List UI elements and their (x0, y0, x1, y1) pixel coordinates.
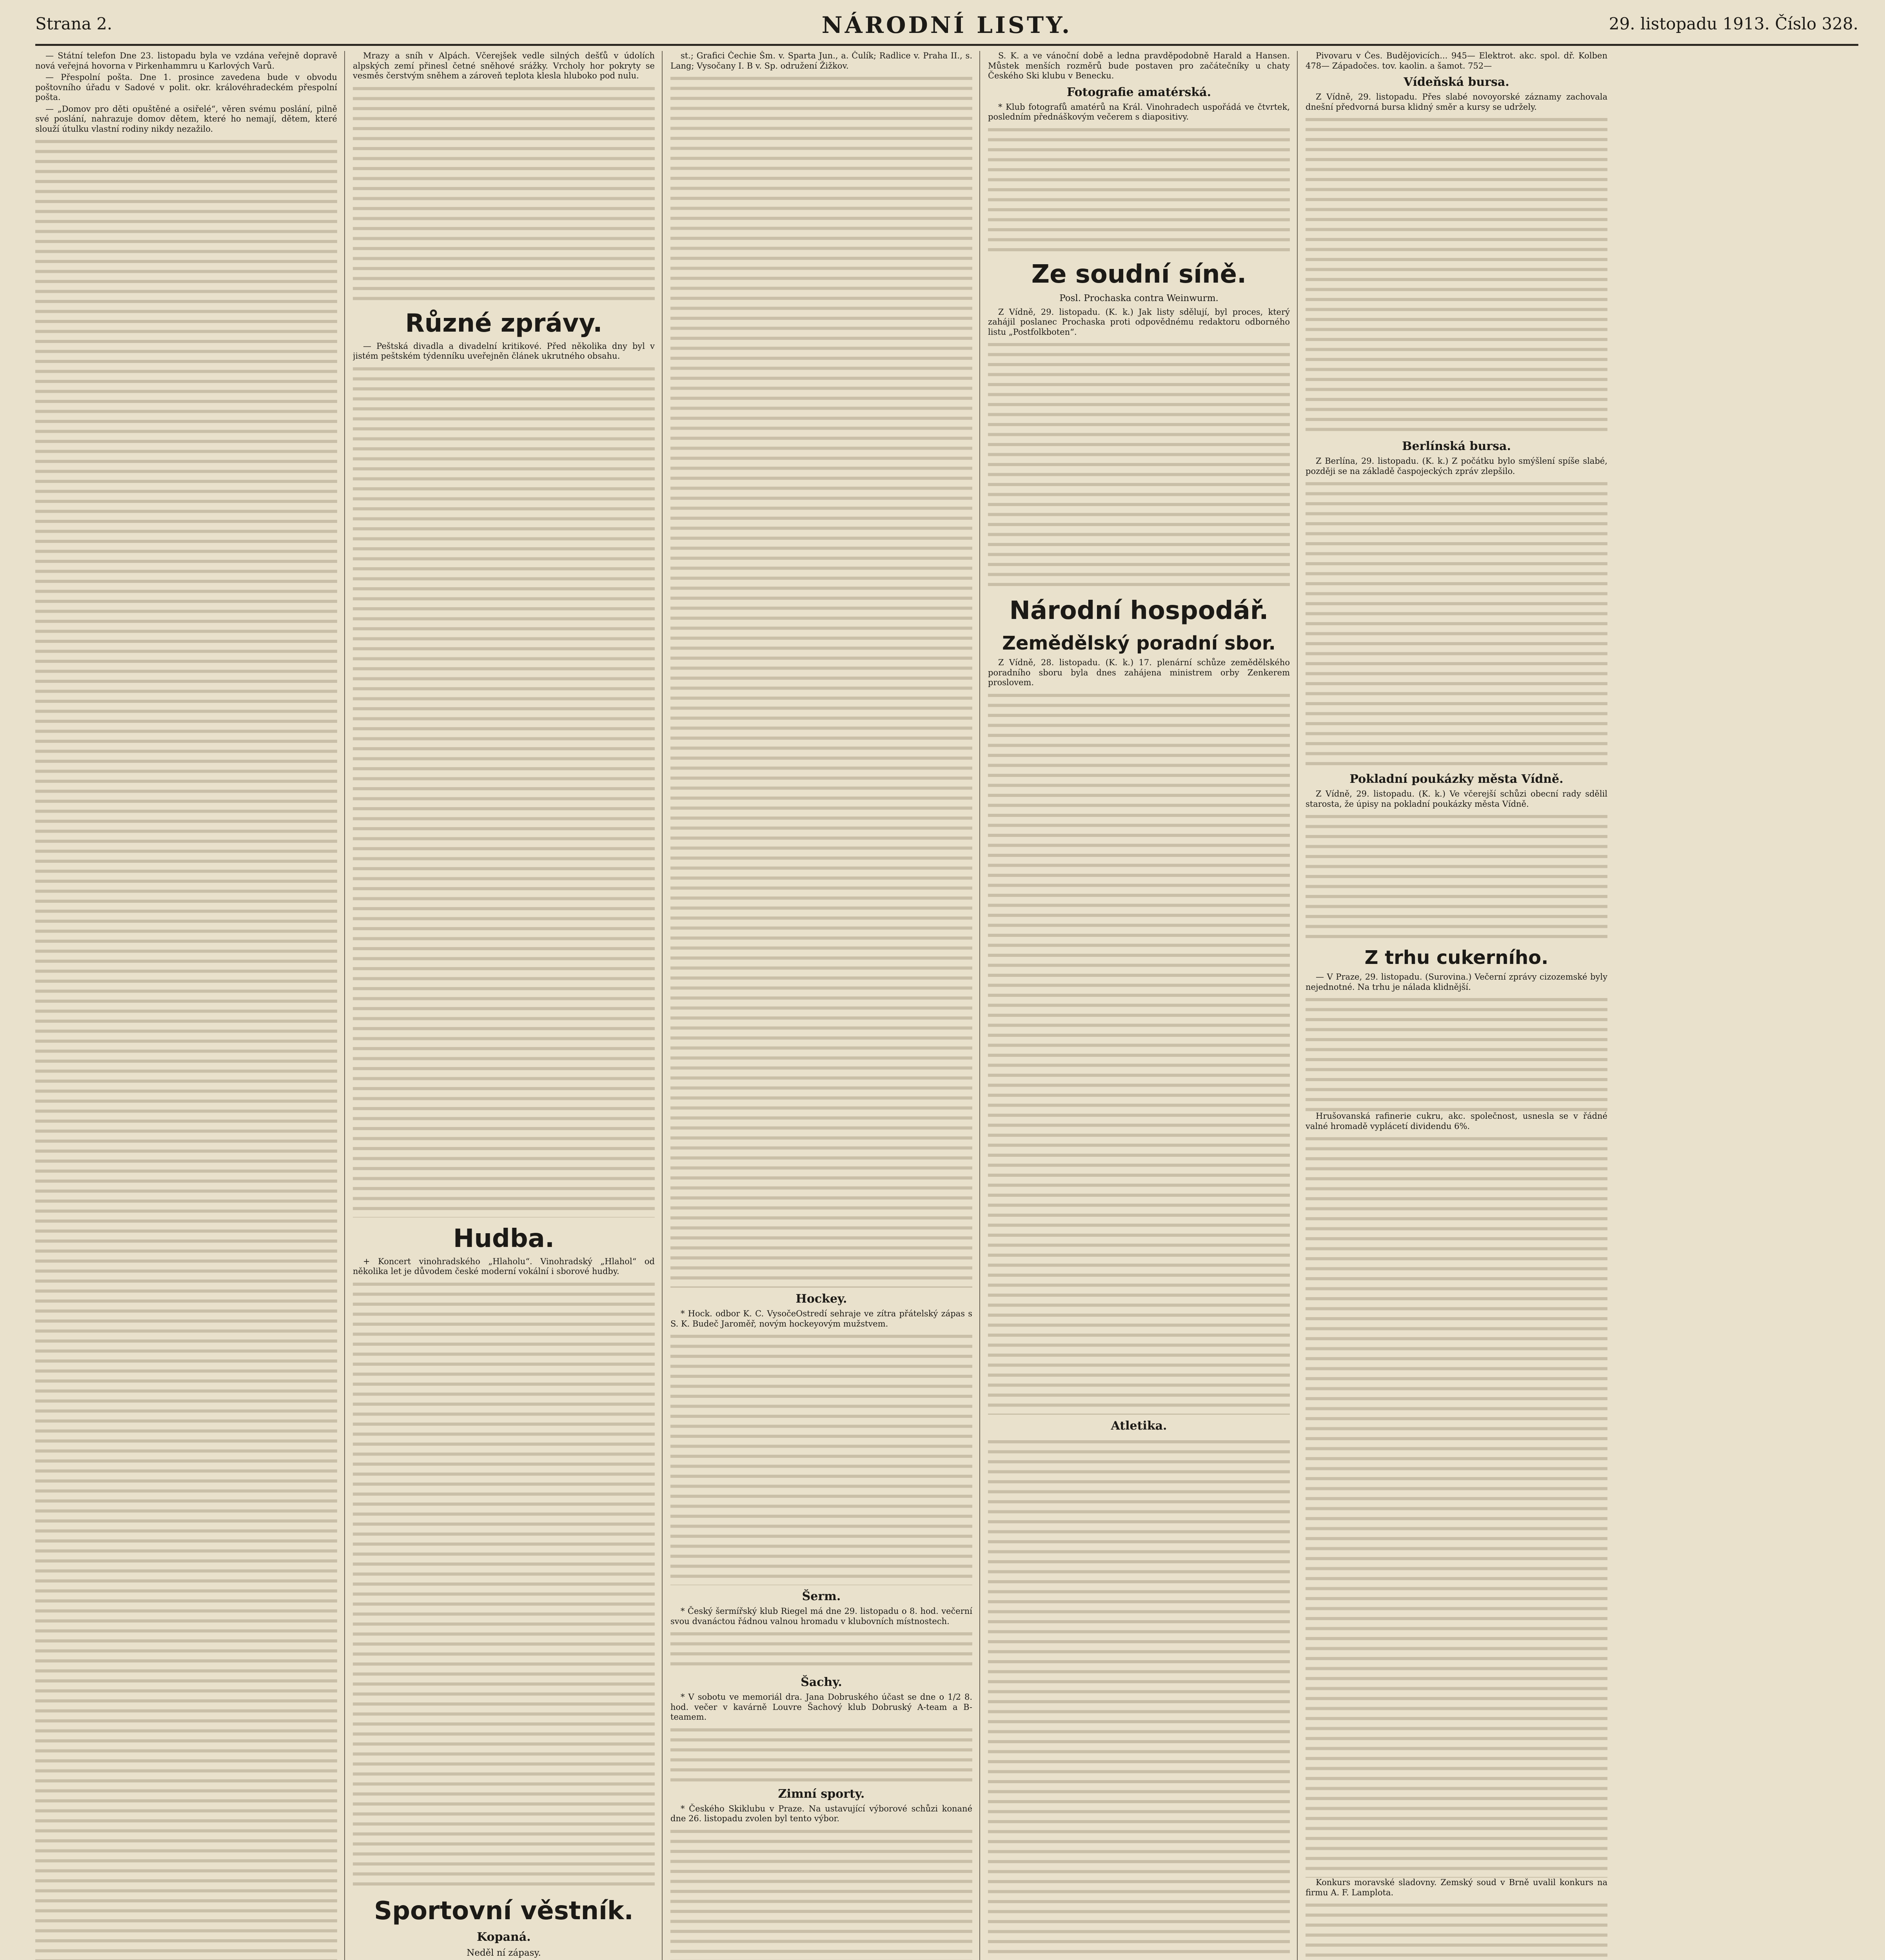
article-ski-jump: S. K. a ve vánoční době a ledna pravděpodobně Harald a Hansen. Můstek menších rozměrů bude postaven pro začátečníky u chaty Českého Ski klubu v Benecku. (988, 51, 1290, 80)
column-2-body-c (353, 1278, 655, 1890)
column-separator (979, 51, 980, 1960)
column-3-body-c (670, 1628, 972, 1671)
column-4-body-a (988, 124, 1290, 253)
subheading-berlin-bursa: Berlínská bursa. (1402, 439, 1511, 453)
article-domov: — „Domov pro děti opuštěné a osiřelé“, věren svému poslání, pilně své poslání, nahrazuje domov dětem, které ho nemají, dětem, které slouží útulku vlastní rodiny nikdy nezažilo. (35, 104, 337, 134)
article-telephone: — Státní telefon Dne 23. listopadu byla ve vzdána veřejně dopravě nová veřejná hovorna v Pirkenhammru u Karlových Varů. (35, 51, 337, 71)
column-3 (670, 51, 972, 1960)
article-chess: * V sobotu ve memoriál dra. Jana Dobruského účast se dne o 1/2 8. hod. večer v kavárně Louvre Šachový klub Dobruský A-team a B-teamem. (670, 1692, 972, 1722)
article-post: — Přespolní pošta. Dne 1. prosince zavedena bude v obvodu poštovního úřadu v Sadové v polit. okr. královéhradeckém přespolní pošta. (35, 73, 337, 102)
article-vienna-exchange: Z Vídně, 29. listopadu. Přes slabé novoyorské záznamy zachovala dnešní předvorná bursa klidný směr a kursy se udržely. (1306, 92, 1607, 112)
article-football-cont: st.; Grafici Čechie Šm. v. Sparta Jun., a. Čulík; Radlice v. Praha II., s. Lang; Vysočany I. B v. Sp. odružení Žižkov. (670, 51, 972, 71)
article-vienna-bonds: Z Vídně, 29. listopadu. (K. k.) Ve včerejší schůzi obecní rady sdělil starosta, že úpisy na pokladní poukázky města Vídně. (1306, 789, 1607, 809)
section-ruzne-zpravy: Různé zprávy. (405, 309, 603, 338)
column-1-body (35, 136, 337, 1960)
article-stock-list: Pivovaru v Čes. Budějovicích... 945— Elektrot. akc. spol. dř. Kolben 478— Západočes. tov. kaolin. a šamot. 752— (1306, 51, 1607, 71)
column-3-body-a (670, 73, 972, 1288)
newspaper-title: NÁRODNÍ LISTY. (821, 12, 1072, 38)
column-separator (1297, 51, 1298, 1960)
subheading-hockey: Hockey. (795, 1292, 847, 1306)
header-rule (35, 44, 1858, 46)
subheading-fotografie: Fotografie amatérská. (1066, 85, 1211, 99)
issue-date: 29. listopadu 1913. Číslo 328. (1609, 14, 1858, 33)
article-pest-theatres: — Peštská divadla a divadelní kritikové. Před několika dny byl v jistém peštském týdenníku uveřejněn článek ukrutného obsahu. (353, 341, 655, 361)
section-hudba: Hudba. (453, 1224, 555, 1253)
subheading-viden-bursa: Vídeňská bursa. (1404, 75, 1509, 89)
column-separator (344, 51, 345, 1960)
column-5-body-d (1306, 994, 1607, 1111)
page-number: Strana 2. (35, 14, 113, 33)
article-agri-council: Z Vídně, 28. listopadu. (K. k.) 17. plenární schůze zemědělského poradního sboru byla dnes zahájena ministrem orby Zenkerem proslovem. (988, 658, 1290, 687)
column-3-body-e (670, 1826, 972, 1960)
column-5-body-a (1306, 114, 1607, 435)
subheading-zimni-sporty: Zimní sporty. (778, 1787, 865, 1801)
column-3-body-d (670, 1724, 972, 1783)
column-4 (988, 51, 1290, 1960)
article-ski-club: * Českého Skiklubu v Praze. Na ustavující výborové schůzi konané dne 26. listopadu zvolen byl tento výbor. (670, 1804, 972, 1823)
column-separator (662, 51, 663, 1960)
column-2-body-b (353, 363, 655, 1218)
subheading-kopana: Kopaná. (477, 1930, 531, 1944)
column-5-body-b (1306, 478, 1607, 768)
subheading-sachy: Šachy. (801, 1675, 842, 1689)
column-2-body-a (353, 83, 655, 302)
section-narodni-hospodar: Národní hospodář. (1009, 596, 1269, 625)
article-photo-club: * Klub fotografů amatérů na Král. Vinohradech uspořádá ve čtvrtek, posledním přednáškovým večerem s diapositivy. (988, 102, 1290, 122)
subheading-nedelni-zapasy: Neděl ní zápasy. (467, 1947, 541, 1958)
subheading-pokladni-poukazky: Pokladní poukázky města Vídně. (1349, 772, 1564, 786)
article-berlin-exchange: Z Berlína, 29. listopadu. (K. k.) Z počátku bylo smýšlení spíše slabé, později se na základě časpojeckých zpráv zlepšilo. (1306, 456, 1607, 476)
column-1 (35, 51, 337, 1960)
subheading-prochaska: Posl. Prochaska contra Weinwurm. (1059, 293, 1219, 303)
article-malt-bankruptcy: Konkurs moravské sladovny. Zemský soud v Brně uvalil konkurs na firmu A. F. Lamplota. (1306, 1878, 1607, 1897)
section-zemedelsky-sbor: Zemědělský poradní sbor. (1002, 632, 1276, 654)
section-sportovni-vestnik: Sportovní věstník. (374, 1896, 634, 1926)
column-5-body-e (1306, 1133, 1607, 1878)
column-5-inner (1306, 51, 1607, 1960)
column-4-body-c (988, 690, 1290, 1415)
subheading-serm: Šerm. (802, 1590, 841, 1603)
column-5-body-f (1306, 1899, 1607, 1960)
section-trh-cukerni: Z trhu cukerního. (1364, 947, 1549, 969)
column-5-body-c (1306, 811, 1607, 940)
article-sugar-market: — V Praze, 29. listopadu. (Surovina.) Večerní zprávy cizozemské byly nejednotné. Na trhu je nálada klidnější. (1306, 972, 1607, 992)
article-prochaska: Z Vídně, 29. listopadu. (K. k.) Jak listy sdělují, byl proces, který zahájil poslanec Prochaska proti odpovědnému redaktoru odborného listu „Postfolkboten“. (988, 307, 1290, 337)
column-5 (1306, 51, 1858, 1960)
section-ze-soudni-sine: Ze soudní síně. (1031, 260, 1247, 289)
article-alps: Mrazy a sníh v Alpách. Včerejšek vedle silných dešťů v údolích alpských zemí přinesl četné sněhové srážky. Vrcholy hor pokryty se vesměs čerstvým sněhem a zároveň teplota klesla hluboko pod nulu. (353, 51, 655, 80)
column-4-body-b (988, 339, 1290, 590)
masthead (35, 12, 1858, 43)
column-3-body-b (670, 1330, 972, 1585)
subheading-atletika: Atletika. (1111, 1419, 1167, 1433)
column-2 (353, 51, 655, 1960)
column-4-body-d (988, 1436, 1290, 1960)
article-hockey: * Hock. odbor K. C. VysočeOstredí sehraje ve zítra přátelský zápas s S. K. Budeč Jaroměř, novým hockeyovým mužstvem. (670, 1309, 972, 1328)
article-hlahol: + Koncert vinohradského „Hlaholu“. Vinohradský „Hlahol“ od několika let je důvodem české moderní vokální i sborové hudby. (353, 1256, 655, 1276)
article-hrusovany-refinery: Hrušovanská rafinerie cukru, akc. společnost, usnesla se v řádné valné hromadě vyplácetí dividendu 6%. (1306, 1111, 1607, 1131)
article-fencing: * Český šermířský klub Riegel má dne 29. listopadu o 8. hod. večerní svou dvanáctou řádnou valnou hromadu v klubovních místnostech. (670, 1606, 972, 1626)
